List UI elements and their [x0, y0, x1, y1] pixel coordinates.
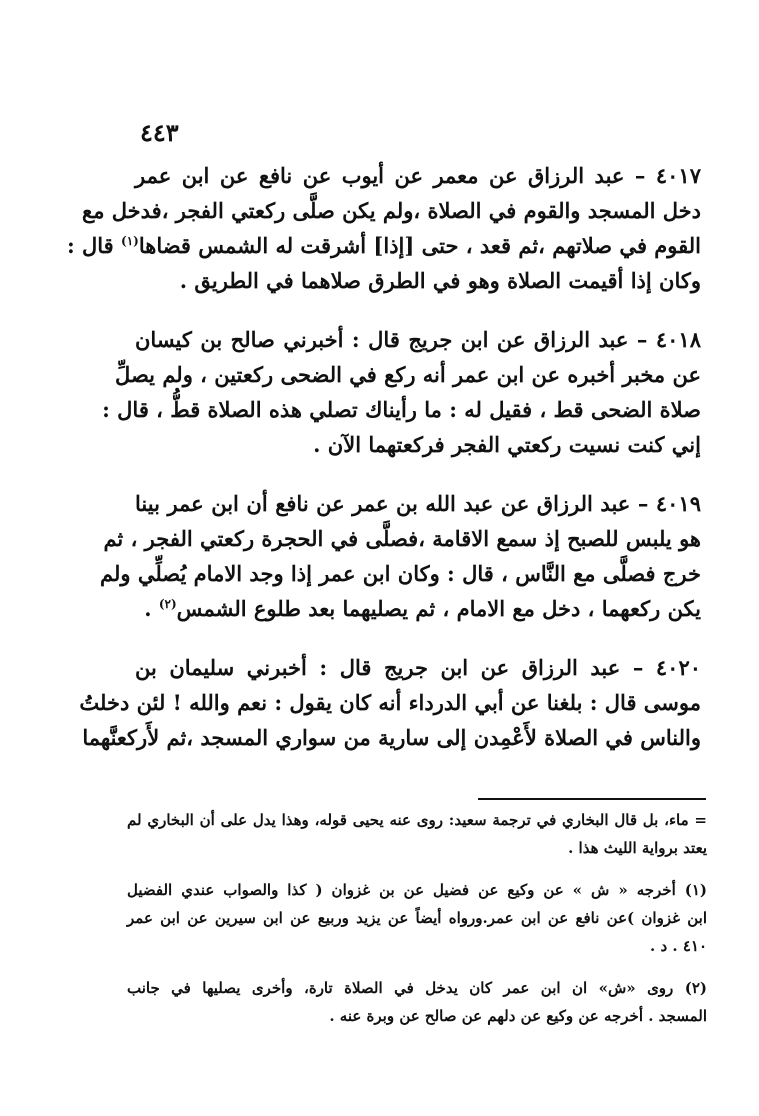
footnote-line: المسجد . أخرجه عن وكيع عن دلهم عن صالح عن وبرة عنه . — [329, 1007, 707, 1025]
hadith-line — [135, 158, 701, 193]
hadith-line — [135, 650, 701, 685]
hadith-line — [135, 486, 701, 521]
hadith-line — [135, 591, 701, 626]
footnote-line: (٢) روى «ش» ان ابن عمر كان يدخل في الصلاة تارة، وأخرى يصليها في جانب — [127, 979, 707, 997]
footnote-line: = ماء، بل قال البخاري في ترجمة سعيد: روى عنه يحيى قوله، وهذا يدل على أن البخاري لم — [127, 811, 707, 829]
footnote-divider — [478, 798, 706, 800]
hadith-line: دخل المسجد والقوم في الصلاة ،ولم يكن صلَّى ركعتي الفجر ،فدخل مع — [82, 198, 701, 223]
footnote-line: ابن غزوان )عن نافع عن ابن عمر.ورواه أيضاً عن يزيد وربيع عن ابن سيرين عن ابن عمر — [127, 909, 707, 927]
footnote-2 — [127, 974, 707, 1030]
footnote-line: (١) أخرجه « ش » عن وكيع عن فضيل عن بن غزوان ( كذا والصواب عندي الفضيل — [127, 881, 707, 899]
hadith-line: هو يلبس للصبح إذ سمع الاقامة ،فصلَّى في الحجرة ركعتي الفجر ، ثم — [103, 526, 701, 551]
hadith-text: القوم في صلاتهم ،ثم قعد ، حتى [إذا] أشرقت له الشمس قضاها — [138, 233, 701, 258]
hadith-line — [66, 228, 701, 263]
hadith-4020 — [79, 650, 702, 755]
page-number: ٤٤٣ — [140, 118, 179, 147]
hadith-line: والناس في الصلاة لأَعْمِدن إلى سارية من سواري المسجد ،ثم لأَركعنَّهما — [82, 725, 701, 750]
hadith-4019 — [100, 486, 701, 626]
hadith-number: ٤٠١٩ — [655, 491, 701, 516]
hadith-text: عبد الرزاق عن معمر عن أيوب عن نافع عن ابن عمر — [135, 163, 625, 188]
hadith-dash: – — [632, 655, 644, 680]
hadith-line: خرج فصلَّى مع النَّاس ، قال : وكان ابن عمر إذا وجد الامام يُصلِّي ولم — [100, 561, 701, 586]
hadith-4018 — [102, 322, 701, 462]
hadith-line: عن مخبر أخبره عن ابن عمر أنه ركع في الضحى ركعتين ، ولم يصلِّ — [115, 362, 701, 387]
footnote-line: ٤١٠ . د . — [650, 937, 707, 955]
hadith-text: عبد الرزاق عن ابن جريج قال : أخبرني صالح بن كيسان — [135, 327, 629, 352]
hadith-text: . — [144, 596, 159, 621]
hadith-4017 — [66, 158, 701, 298]
footnote-1 — [127, 876, 707, 960]
hadith-line: وكان إذا أقيمت الصلاة وهو في الطرق صلاهما في الطريق . — [179, 268, 701, 293]
hadith-line: موسى قال : بلغنا عن أبي الدرداء أنه كان يقول : نعم والله ! لئن دخلتُ — [79, 690, 701, 715]
main-text — [66, 158, 702, 779]
hadith-dash: – — [634, 163, 646, 188]
hadith-line: إني كنت نسيت ركعتي الفجر فركعتهما الآن . — [313, 432, 701, 457]
hadith-dash: – — [637, 491, 649, 516]
footnotes — [127, 806, 707, 1044]
hadith-text: عبد الرزاق عن عبد الله بن عمر عن نافع أن ابن عمر بينا — [135, 491, 631, 516]
hadith-line: صلاة الضحى قط ، فقيل له : ما رأيناك تصلي هذه الصلاة قطُّ ، قال : — [102, 397, 701, 422]
hadith-number: ٤٠١٧ — [655, 163, 701, 188]
hadith-text: عبد الرزاق عن ابن جريج قال : أخبرني سليمان بن — [135, 655, 621, 680]
hadith-dash: – — [636, 327, 648, 352]
footnote-line: يعتد برواية الليث هذا . — [568, 839, 707, 857]
hadith-text: يكن ركعهما ، دخل مع الامام ، ثم يصليهما بعد طلوع الشمس — [176, 596, 701, 621]
footnote-ref-1[interactable]: (١) — [121, 234, 139, 248]
footnote-continuation — [127, 806, 707, 862]
footnote-ref-2[interactable]: (٢) — [158, 597, 177, 611]
hadith-line — [135, 322, 701, 357]
hadith-number: ٤٠١٨ — [655, 327, 701, 352]
hadith-text: قال : — [66, 233, 122, 258]
hadith-number: ٤٠٢٠ — [655, 655, 702, 680]
